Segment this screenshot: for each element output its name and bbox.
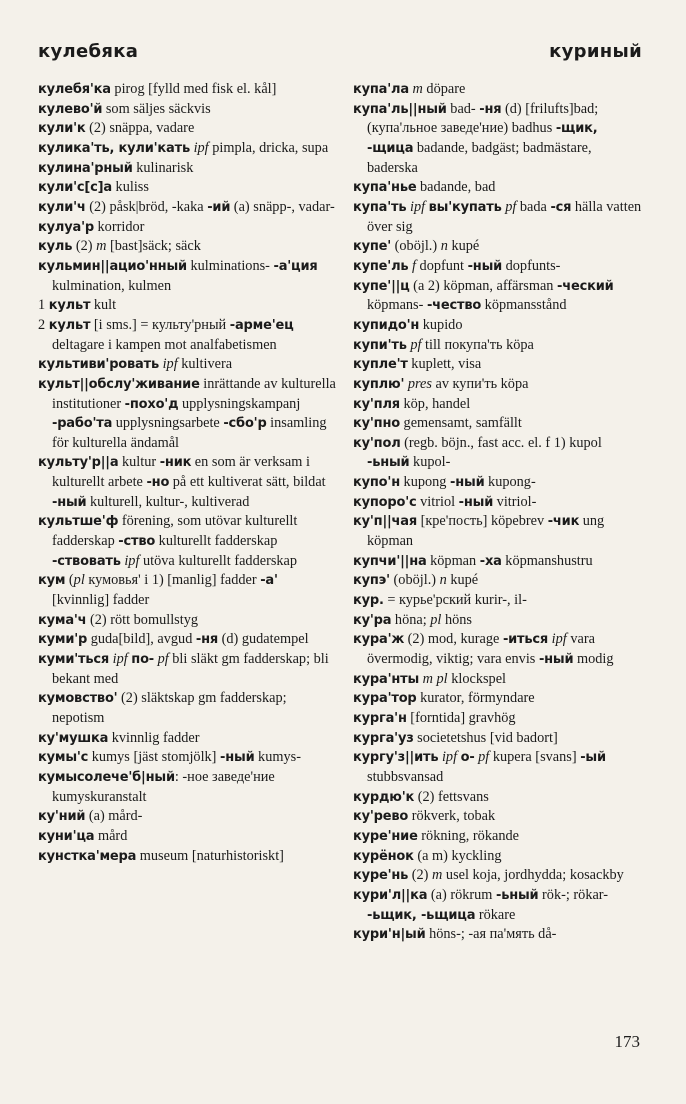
dictionary-entry	[353, 414, 645, 434]
dictionary-entry	[38, 119, 336, 139]
dictionary-entry	[38, 218, 336, 238]
entry-text: (regb. böjn., fast acc. el. f 1) kupol	[400, 434, 602, 451]
entry-text: (a) snäpp-, vadar-	[230, 198, 335, 215]
entry-text: kulinarisk	[132, 159, 194, 176]
entry-headword: культ	[48, 317, 91, 333]
dictionary-entry	[38, 178, 336, 198]
entry-headword: кури'л||ка	[353, 887, 428, 903]
entry-headword: кургу'з||ить	[353, 750, 439, 766]
entry-headword: купоро'с	[353, 494, 417, 510]
entry-grammar-label: m pl	[422, 670, 448, 687]
entry-text: köpmansstånd	[481, 297, 567, 314]
entry-text: en som är verksam i kulturellt arbete	[52, 454, 310, 491]
entry-headword: -но	[146, 475, 170, 491]
dictionary-entry	[353, 729, 645, 749]
entry-text: (oböjl.)	[391, 238, 441, 255]
entry-text: (2) rött bomullstyg	[86, 611, 198, 628]
dictionary-entry	[353, 611, 645, 631]
entry-grammar-label: pl	[430, 611, 442, 628]
entry-text: rök-; rökar-	[538, 886, 609, 903]
entry-text: [кре'пость] köpebrev	[417, 513, 548, 530]
entry-headword: -чество	[426, 298, 482, 314]
dictionary-entry	[38, 100, 336, 120]
entry-text: = курье'рский kurir-, il-	[383, 592, 527, 609]
entry-text: kupé	[447, 238, 480, 255]
dictionary-entry	[353, 788, 645, 808]
entry-text: vara övermodig, viktig; vara envis	[367, 631, 595, 668]
dictionary-entry	[353, 257, 645, 277]
entry-text: (a) mård-	[85, 808, 143, 825]
entry-text: till покупа'ть köpa	[421, 336, 534, 353]
entry-text: kvinnlig fadder	[108, 729, 200, 746]
entry-text: bada	[516, 198, 551, 215]
entry-headword: купе'||ц	[353, 278, 410, 294]
dictionary-entry	[353, 316, 645, 336]
entry-headword: ку'пол	[353, 435, 401, 451]
entry-grammar-label: f	[412, 257, 416, 274]
entry-text: (d) [frilufts]bad; (купа'льное заведе'ние) badhus	[367, 100, 599, 137]
dictionary-entry	[353, 709, 645, 729]
entry-headword: кури'н|ый	[353, 927, 426, 943]
entry-text: (a m) kyckling	[413, 847, 502, 864]
entry-headword: кулуа'р	[38, 219, 94, 235]
dictionary-entry	[353, 670, 645, 690]
entry-headword: купа'ль||ный	[353, 101, 447, 117]
entry-text: stubbsvansad	[367, 768, 444, 785]
entry-text: rökning, rökande	[417, 827, 519, 844]
entry-text: köp, handel	[399, 395, 471, 412]
entry-text: societetshus [vid badort]	[413, 729, 558, 746]
entry-grammar-label: pres	[407, 375, 432, 392]
entry-headword: кура'тор	[353, 691, 417, 707]
dictionary-entry	[353, 277, 645, 316]
entry-text: kurator, förmyndare	[416, 690, 535, 707]
entry-headword: кули'с[с]а	[38, 180, 112, 196]
entry-text: höns	[441, 611, 472, 628]
dictionary-entry	[38, 571, 336, 610]
running-head-right: куриный	[549, 41, 642, 62]
entry-text: kupera [svans]	[489, 749, 581, 766]
entry-text: badande, bad	[416, 179, 496, 196]
entry-text: 2	[38, 316, 49, 333]
entry-text: kulmination, kulmen	[52, 277, 172, 294]
entry-text: (oböjl.)	[389, 572, 440, 589]
entry-headword: кульмин||ацио'нный	[38, 258, 187, 274]
entry-text: ung köpman	[367, 513, 605, 550]
dictionary-entry	[353, 807, 645, 827]
entry-text: (2) mod, kurage	[404, 631, 503, 648]
entry-grammar-label: pf	[478, 749, 490, 766]
entry-headword: ку'рево	[353, 809, 409, 825]
dictionary-entry	[38, 159, 336, 179]
entry-headword: по-	[131, 652, 154, 668]
entry-text: [bast]säck; säck	[106, 238, 201, 255]
entry-headword: -ня	[479, 101, 502, 117]
entry-text: (2) snäppa, vadare	[85, 120, 195, 137]
entry-headword: -ый	[580, 750, 606, 766]
entry-headword: -ня	[195, 632, 219, 648]
entry-headword: куре'ние	[353, 828, 418, 844]
entry-text: vitriol	[416, 493, 459, 510]
entry-text: [i sms.] = культу'рный	[90, 316, 230, 333]
entry-headword: -щик, -щица	[367, 121, 598, 156]
entry-text: pirog [fylld med fisk el. kål]	[110, 81, 277, 97]
entry-grammar-label: ipf	[124, 552, 140, 569]
dictionary-entry	[38, 807, 336, 827]
entry-headword: -ство	[118, 534, 156, 550]
entry-headword: -ник	[159, 455, 192, 471]
dictionary-entry	[38, 198, 336, 218]
entry-headword: -иться	[502, 632, 549, 648]
entry-text: upplysningsarbete	[112, 415, 224, 432]
entry-text: klockspel	[447, 670, 507, 687]
entry-headword: кура'нты	[353, 671, 420, 687]
entry-text: upplysningskampanj	[178, 395, 301, 412]
entry-headword: кулебя'ка	[38, 82, 111, 97]
dictionary-entry	[353, 748, 645, 787]
entry-headword: купле'т	[353, 357, 408, 373]
entry-text: (2)	[72, 238, 97, 255]
entry-text: kupong-	[484, 474, 536, 491]
entry-text: insamling för kulturella ändamål	[52, 415, 327, 451]
entry-headword: -ный	[450, 475, 485, 491]
entry-headword: куплю'	[353, 376, 405, 392]
entry-headword: кулика'ть, кули'кать	[38, 140, 190, 156]
dictionary-entry	[353, 395, 645, 415]
entry-text: köpmanshustru	[501, 552, 593, 569]
dictionary-entry	[353, 512, 645, 551]
entry-headword: купэ'	[353, 573, 390, 589]
entry-headword: кунстка'мера	[38, 848, 137, 864]
entry-headword: куми'р	[38, 632, 88, 648]
entry-text: döpare	[422, 81, 466, 97]
entry-text: (2)	[408, 867, 433, 884]
entry-headword: кума'ч	[38, 612, 87, 628]
entry-grammar-label: ipf	[193, 139, 209, 156]
entry-headword: культиви'ровать	[38, 357, 159, 373]
dictionary-entry	[353, 493, 645, 513]
entry-headword: купе'ль	[353, 258, 409, 274]
entry-headword: -ный	[220, 750, 255, 766]
entry-headword: кумы'с	[38, 750, 89, 766]
dictionary-entry	[353, 434, 645, 473]
dictionary-entry	[38, 748, 336, 768]
entry-grammar-label: pf	[505, 198, 517, 215]
entry-headword: культ	[48, 298, 91, 314]
entry-text: kumys [jäst stomjölk]	[88, 749, 221, 766]
entry-headword: купидо'н	[353, 317, 420, 333]
entry-text: som säljes säckvis	[102, 100, 211, 117]
entry-text: (a 2) köpman, affärsman	[409, 277, 558, 294]
entry-headword: купа'ла	[353, 82, 409, 97]
dictionary-entry	[353, 866, 645, 886]
dictionary-entry	[38, 139, 336, 159]
entry-text: korridor	[93, 218, 145, 235]
entry-headword: -ьный	[367, 455, 410, 471]
entry-text: bad-	[446, 100, 480, 117]
dictionary-entry	[353, 925, 645, 945]
entry-headword: -сбо'р	[223, 416, 267, 432]
entry-grammar-label: pf	[157, 651, 169, 668]
entry-grammar-label: m	[412, 81, 423, 97]
entry-text: guda[bild], avgud	[87, 631, 196, 648]
entry-text: modig	[573, 651, 614, 668]
entry-grammar-label: pf	[410, 336, 422, 353]
entry-headword: -ствовать	[52, 553, 121, 569]
entry-text: kupé	[446, 572, 479, 589]
entry-text: kulturell, kultur-, kultiverad	[86, 493, 250, 510]
entry-text: kumys-	[254, 749, 301, 766]
dictionary-entry	[38, 650, 336, 689]
dictionary-entry	[353, 336, 645, 356]
entry-text: 1	[38, 297, 49, 314]
entry-headword: ку'ра	[353, 612, 392, 628]
entry-headword: -рабо'та	[52, 416, 113, 432]
dictionary-entry	[38, 729, 336, 749]
dictionary-entry	[38, 237, 336, 257]
dictionary-entry	[353, 689, 645, 709]
entry-headword: вы'купать	[428, 199, 502, 215]
entry-grammar-label: pl	[73, 572, 85, 589]
entry-text: кумовья' i 1) [manlig] fadder	[84, 572, 261, 589]
entry-grammar-label: ipf	[551, 631, 567, 648]
dictionary-entry	[353, 80, 645, 100]
entry-headword: купчи'||на	[353, 553, 427, 569]
entry-text: (2) påsk|bröd, -kaka	[85, 198, 208, 215]
entry-text: köpmans-	[367, 297, 427, 314]
entry-text: kupido	[419, 316, 463, 333]
entry-grammar-label: m	[432, 867, 443, 884]
entry-text: inrättande av kulturella institutioner	[52, 375, 336, 412]
entry-text: (	[65, 572, 74, 589]
dictionary-entry	[38, 847, 336, 867]
entry-text: : -ное заведе'ние kumyskuranstalt	[52, 768, 275, 805]
entry-headword: кулево'й	[38, 101, 103, 117]
entry-headword: куль	[38, 239, 73, 255]
entry-headword: -ьный	[496, 887, 539, 903]
entry-headword: -похо'д	[124, 396, 179, 412]
entry-text: (d) gudatempel	[218, 631, 309, 648]
dictionary-entry	[38, 630, 336, 650]
entry-headword: куми'ться	[38, 652, 110, 668]
entry-headword: курёнок	[353, 848, 414, 864]
entry-text: köpman	[426, 552, 480, 569]
dictionary-entry	[353, 571, 645, 591]
entry-text: usel koja, jordhydda; kosackby	[442, 867, 624, 884]
running-head-left: кулебяка	[38, 41, 139, 62]
dictionary-entry	[38, 375, 336, 454]
entry-grammar-label: n	[439, 572, 447, 589]
entry-headword: -ный	[458, 494, 494, 510]
dictionary-entry	[353, 100, 645, 179]
entry-text: hälla vatten över sig	[367, 198, 642, 235]
entry-text: badande, badgäst; badmästare, baderska	[367, 139, 592, 176]
entry-headword: купа'нье	[353, 180, 417, 196]
entry-text: rökverk, tobak	[408, 808, 496, 825]
dictionary-entry	[38, 768, 336, 807]
entry-text: pimpla, dricka, supa	[208, 139, 329, 156]
entry-grammar-label: ipf	[441, 749, 458, 766]
dictionary-entry	[353, 473, 645, 493]
entry-text: av купи'ть köpa	[431, 375, 529, 392]
entry-headword: кум	[38, 573, 66, 589]
dictionary-entry	[38, 689, 336, 728]
entry-headword: курга'уз	[353, 730, 414, 746]
entry-text: museum [naturhistoriskt]	[136, 847, 284, 864]
entry-headword: -ьщик, -ьщица	[367, 907, 476, 923]
dictionary-entry	[38, 512, 336, 571]
dictionary-entry	[38, 355, 336, 375]
entry-text: mård	[94, 827, 128, 844]
entry-text: kultivera	[177, 356, 233, 373]
entry-text: [forntida] gravhög	[406, 710, 516, 726]
dictionary-entry	[353, 237, 645, 257]
entry-headword: курдю'к	[353, 789, 415, 805]
page-number: 173	[614, 1032, 640, 1051]
entry-headword: купо'н	[353, 475, 400, 491]
entry-grammar-label: m	[96, 238, 107, 255]
entry-headword: курга'н	[353, 711, 407, 726]
entry-text: kuplett, visa	[407, 356, 482, 373]
entry-headword: -ся	[550, 199, 572, 215]
entry-text: rökare	[475, 906, 516, 923]
entry-headword: -ий	[207, 199, 231, 215]
entry-headword: купа'ть	[353, 199, 407, 215]
entry-headword: ку'пля	[353, 396, 400, 412]
entry-headword: культу'р||а	[38, 455, 119, 471]
entry-text: (2) släktskap gm fadderskap; nepotism	[52, 690, 287, 726]
entry-headword: кумысолече'б|ный	[38, 769, 175, 785]
entry-text: bli släkt gm fadderskap; bli bekant med	[52, 651, 329, 687]
dictionary-entry	[353, 375, 645, 395]
entry-text: (a) rökrum	[427, 886, 496, 903]
entry-headword: ку'п||чая	[353, 514, 417, 530]
entry-headword: кумовство'	[38, 691, 118, 707]
entry-headword: о-	[460, 750, 475, 766]
entry-headword: культше'ф	[38, 514, 119, 530]
dictionary-entry	[353, 827, 645, 847]
entry-text: kuliss	[111, 179, 149, 196]
dictionary-entry	[38, 827, 336, 847]
entry-headword: ку'пно	[353, 416, 400, 432]
entry-headword: купи'ть	[353, 337, 407, 353]
entry-text: kulminations-	[186, 257, 274, 274]
entry-headword: -ха	[479, 553, 502, 569]
entry-text: kulturellt fadderskap	[155, 533, 278, 550]
dictionary-entry	[353, 198, 645, 237]
left-column	[38, 80, 336, 866]
dictionary-entry	[38, 453, 336, 512]
entry-headword: кули'к	[38, 121, 86, 137]
entry-headword: -ный	[467, 258, 503, 274]
entry-text: [kvinnlig] fadder	[52, 592, 150, 609]
entry-text: på ett kultiverat sätt, bildat	[169, 474, 326, 491]
entry-grammar-label: ipf	[112, 651, 128, 668]
entry-headword: -ческий	[557, 278, 614, 294]
entry-headword: ку'мушка	[38, 730, 109, 746]
entry-headword: кур.	[353, 593, 384, 609]
entry-text: vitriol-	[493, 493, 537, 510]
entry-grammar-label: ipf	[409, 198, 426, 215]
dictionary-entry	[353, 847, 645, 867]
entry-headword: -а'ция	[273, 258, 318, 274]
dictionary-entry	[38, 257, 336, 296]
entry-headword: -ный	[538, 652, 574, 668]
entry-headword: куни'ца	[38, 828, 95, 844]
entry-headword: ку'ний	[38, 809, 86, 825]
entry-text: förening, som utövar kulturellt fadderskap	[52, 513, 298, 550]
dictionary-entry	[38, 611, 336, 631]
entry-grammar-label: ipf	[162, 356, 178, 373]
entry-headword: купе'	[353, 239, 392, 255]
dictionary-entry	[353, 178, 645, 198]
entry-text: utöva kulturellt fadderskap	[139, 552, 298, 569]
entry-text: deltagare i kampen mot analfabetismen	[52, 336, 277, 353]
dictionary-entry	[353, 886, 645, 925]
entry-text: gemensamt, samfällt	[399, 415, 522, 432]
entry-headword: куре'нь	[353, 868, 409, 884]
dictionary-entry	[353, 591, 645, 611]
entry-headword: кули'ч	[38, 199, 86, 215]
entry-text: kultur	[118, 454, 160, 471]
entry-grammar-label: n	[440, 238, 448, 255]
dictionary-entry	[38, 80, 336, 100]
entry-headword: -а'	[260, 573, 278, 589]
entry-headword: кулина'рный	[38, 160, 133, 176]
dictionary-entry	[353, 355, 645, 375]
dictionary-entry	[353, 552, 645, 572]
entry-text: kult	[90, 297, 117, 314]
entry-text: höns-; -ая па'мять då-	[425, 926, 557, 943]
entry-text: kupol-	[409, 454, 451, 471]
dictionary-entry	[38, 316, 336, 355]
entry-text: kupong	[399, 474, 451, 491]
entry-headword: культ||обслу'живание	[38, 376, 200, 392]
entry-headword: -арме'ец	[229, 317, 294, 333]
entry-headword: -чик	[547, 514, 580, 530]
entry-headword: -ный	[52, 494, 87, 510]
entry-text: dopfunts-	[502, 257, 561, 274]
dictionary-entry	[353, 630, 645, 669]
entry-text: dopfunt	[415, 257, 468, 274]
dictionary-entry	[38, 296, 336, 316]
entry-text: (2) fettsvans	[414, 788, 489, 805]
right-column	[353, 80, 645, 945]
entry-headword: кура'ж	[353, 632, 405, 648]
entry-text: höna;	[391, 611, 431, 628]
